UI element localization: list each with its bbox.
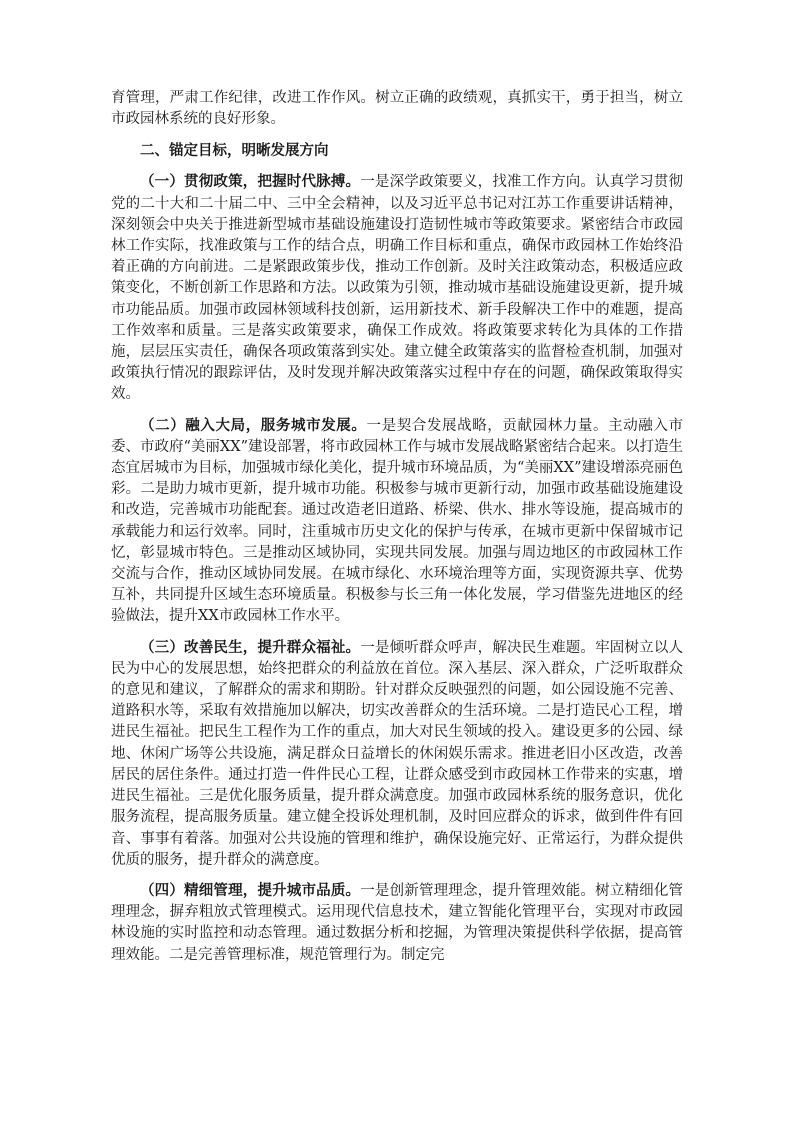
section-heading: 二、锚定目标，明晰发展方向 — [140, 142, 329, 160]
paragraph-lead: （一）贯彻政策，把握时代脉搏。 — [140, 173, 361, 191]
paragraph-body: 一是深学政策要义，找准工作方向。认真学习贯彻党的二十大和二十届二中、三中全会精神，以及习近平总书记对江苏工作重要讲话精神，深刻领会中央关于推进新型城市基础设施建设打造韧性城市等政策要求。紧密结合市政园林工作实际，找准政策与工作的结合点，明确工作目标和重点，确保市政园林工作始终沿着正确的方向前进。二是紧跟政策步伐，推动工作创新。及时关注政策动态，积极适应政策变化，不断创新工作思路和方法。以政策为引领，推动城市基础设施建设更新，提升城市功能品质。加强市政园林领域科技创新，运用新技术、新手段解决工作中的难题，提高工作效率和质量。三是落实政策要求，确保工作成效。将政策要求转化为具体的工作措施，层层压实责任，确保各项政策落到实处。建立健全政策落实的监督检查机制，加强对政策执行情况的跟踪评估，及时发现并解决政策落实过程中存在的问题，确保政策取得实效。 — [111, 174, 684, 403]
paragraph-policy — [111, 171, 683, 405]
paragraph-city-development — [111, 415, 683, 628]
paragraph-body: 一是倾听群众呼声，解决民生难题。牢固树立以人民为中心的发展思想，始终把群众的利益放在首位。深入基层、深入群众，广泛听取群众的意见和建议，了解群众的需求和期盼。针对群众反映强烈的问题，如公园设施不完善、道路积水等，采取有效措施加以解决，切实改善群众的生活环境。二是打造民心工程，增进民生福祉。把民生工程作为工作的重点，加大对民生领域的投入。建设更多的公园、绿地、休闲广场等公共设施，满足群众日益增长的休闲娱乐需求。推进老旧小区改造，改善居民的居住条件。通过打造一件件民心工程，让群众感受到市政园林工作带来的实惠，增进民生福祉。三是优化服务质量，提升群众满意度。加强市政园林系统的服务意识，优化服务流程，提高服务质量。建立健全投诉处理机制，及时回应群众的诉求，做到件件有回音、事事有着落。加强对公共设施的管理和维护，确保设施完好、正常运行，为群众提供优质的服务，提升群众的满意度。 — [111, 639, 684, 868]
paragraph-body: 一是创新管理理念，提升管理效能。树立精细化管理理念，摒弃粗放式管理模式。运用现代信息技术，建立智能化管理平台，实现对市政园林设施的实时监控和动态管理。通过数据分析和挖掘，为管理决策提供科学依据，提高管理效能。二是完善管理标准，规范管理行为。制定完 — [111, 882, 684, 963]
intro-continuation-paragraph: 育管理，严肃工作纪律，改进工作作风。树立正确的政绩观，真抓实干，勇于担当，树立市政园林系统的良好形象。 — [111, 90, 683, 128]
document-page — [111, 88, 683, 966]
paragraph-livelihood — [111, 637, 683, 871]
paragraph-lead: （二）融入大局，服务城市发展。 — [140, 416, 367, 434]
paragraph-lead: （四）精细管理，提升城市品质。 — [140, 881, 361, 899]
paragraph-fine-management — [111, 880, 683, 966]
paragraph-lead: （三）改善民生，提升群众福祉。 — [140, 638, 361, 656]
paragraph-body: 一是契合发展战略，贡献园林力量。主动融入市委、市政府“美丽XX”建设部署，将市政园林工作与城市发展战略紧密结合起来。以打造生态宜居城市为目标，加强城市绿化美化，提升城市环境品质，为“美丽XX”建设增添亮丽色彩。二是助力城市更新，提升城市功能。积极参与城市更新行动，加强市政基础设施建设和改造，完善城市功能配套。通过改造老旧道路、桥梁、供水、排水等设施，提高城市的承载能力和运行效率。同时，注重城市历史文化的保护与传承，在城市更新中保留城市记忆，彰显城市特色。三是推动区域协同，实现共同发展。加强与周边地区的市政园林工作交流与合作，推动区域协同发展。在城市绿化、水环境治理等方面，实现资源共享、优势互补，共同提升区域生态环境质量。积极参与长三角一体化发展，学习借鉴先进地区的经验做法，提升XX市政园林工作水平。 — [111, 417, 683, 625]
